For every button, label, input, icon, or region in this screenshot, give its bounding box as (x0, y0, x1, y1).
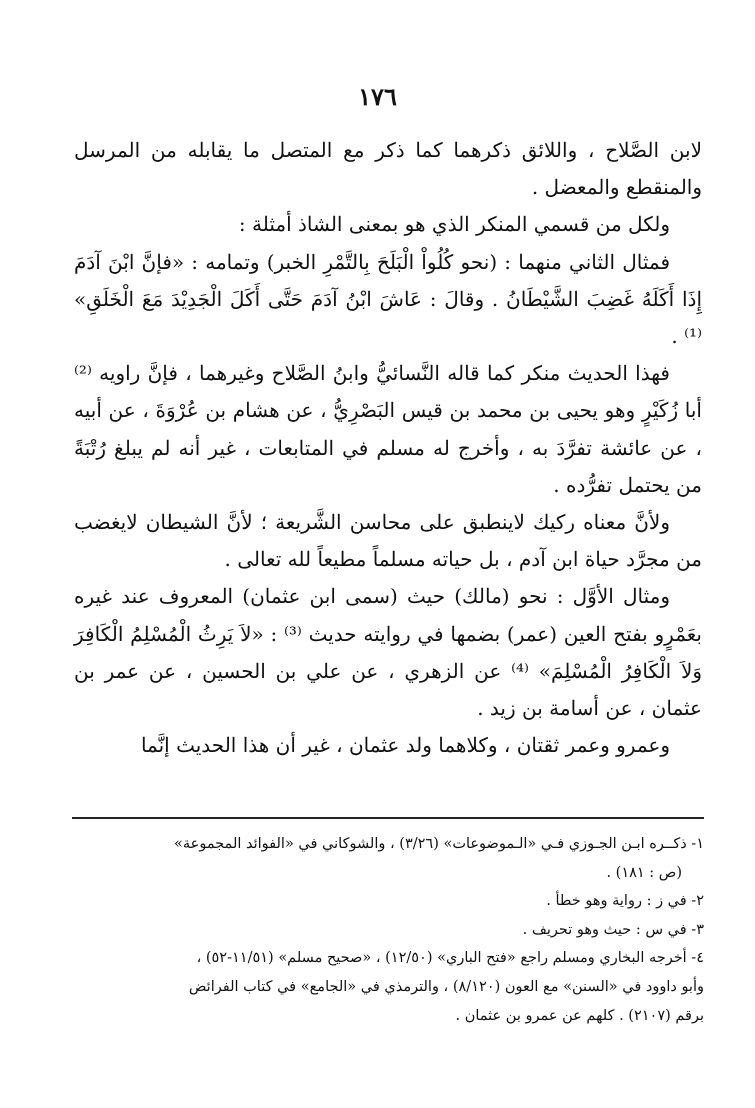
paragraph: فمثال الثاني منهما : (نحو كُلُواْ الْبَلَحَ بِالتَّمْرِ الخبر) وتمامه : «فإنَّ ابْنَ آدَمَ إِذَا أَكَلَهُ غَضِبَ الشَّيْطَانُ . وقالَ : عَاشَ ابْنُ آدَمَ حَتَّى أَكَلَ الْجَدِيْدَ مَعَ الْخَلَقِ» ⁽¹⁾ . (74, 249, 703, 349)
footnote-4-continuation: برقم (٢١٠٧) . كلهم عن عمرو بن عثمان . (455, 1007, 704, 1024)
paragraph: ولكل من قسمي المنكر الذي هو بمعنى الشاذ أمثلة : (238, 212, 670, 237)
footnote-3: ٣- في س : حيث وهو تحريف . (522, 921, 704, 938)
paragraph-continuation: لابن الصَّلاح ، واللائق ذكرهما كما ذكر مع المتصل ما يقابله من المرسل والمنقطع والمعضل . (74, 138, 702, 200)
footnote-1-continuation: (ص : ١٨١) . (606, 864, 682, 881)
footnote-4: ٤- أخرجه البخاري ومسلم راجع «فتح الباري» (١٢/٥٠) ، «صحيح مسلم» (١١/٥١-٥٢) ، (196, 950, 704, 967)
paragraph: ومثال الأوَّل : نحو (مالك) حيث (سمى ابن عثمان) المعروف عند غيره بعَمْرٍو بفتح العين (عمر) بضمها في روايته حديث ⁽³⁾ : «لاَ يَرِثُ الْمُسْلِمُ الْكَافِرَ وَلاَ الْكَافِرُ الْمُسْلِمَ» ⁽⁴⁾ عن الزهري ، عن علي بن الحسين ، عن عمر بن عثمان ، عن أسامة بن زيد . (74, 584, 703, 721)
paragraph: ولأنَّ معناه ركيك لاينطبق على محاسن الشَّريعة ؛ لأنَّ الشيطان لايغضب من مجرَّد حياة ابن آدم ، بل حياته مسلماً مطيعاً لله تعالى . (74, 510, 702, 572)
page-number: ١٧٦ (358, 82, 397, 111)
footnote-divider (72, 817, 704, 819)
footnote-4-continuation: وأبو داوود في «السنن» مع العون (٨/١٢٠) ، والترمذي في «الجامع» في كتاب الفرائض (188, 978, 704, 995)
paragraph: فهذا الحديث منكر كما قاله النَّسائيُّ وابنُ الصَّلاح وغيرهما ، فإنَّ راويه ⁽²⁾ أبا زُكَيْرٍ وهو يحيى بن محمد بن قيس البَصْرِيُّ ، عن هشام بن عُرْوَةَ ، عن أبيه ، عن عائشة تفرَّدَ به ، وأخرج له مسلم في المتابعات ، غير أنه لم يبلغ رُتْبَةً من يحتمل تفرُّده . (74, 361, 702, 497)
main-text (74, 132, 702, 764)
paragraph: وعمرو وعمر ثقتان ، وكلاهما ولد عثمان ، غير أن هذا الحديث إنَّما (140, 733, 670, 758)
footnote-2: ٢- في ز : رواية وهو خطأ . (546, 893, 704, 910)
footnotes (74, 830, 704, 1030)
footnote-1: ١- ذكــره ابـن الجـوزي فـي «الـموضوعات» (٣/٢٦) ، والشوكاني في «الفوائد المجموعة» (174, 836, 704, 852)
